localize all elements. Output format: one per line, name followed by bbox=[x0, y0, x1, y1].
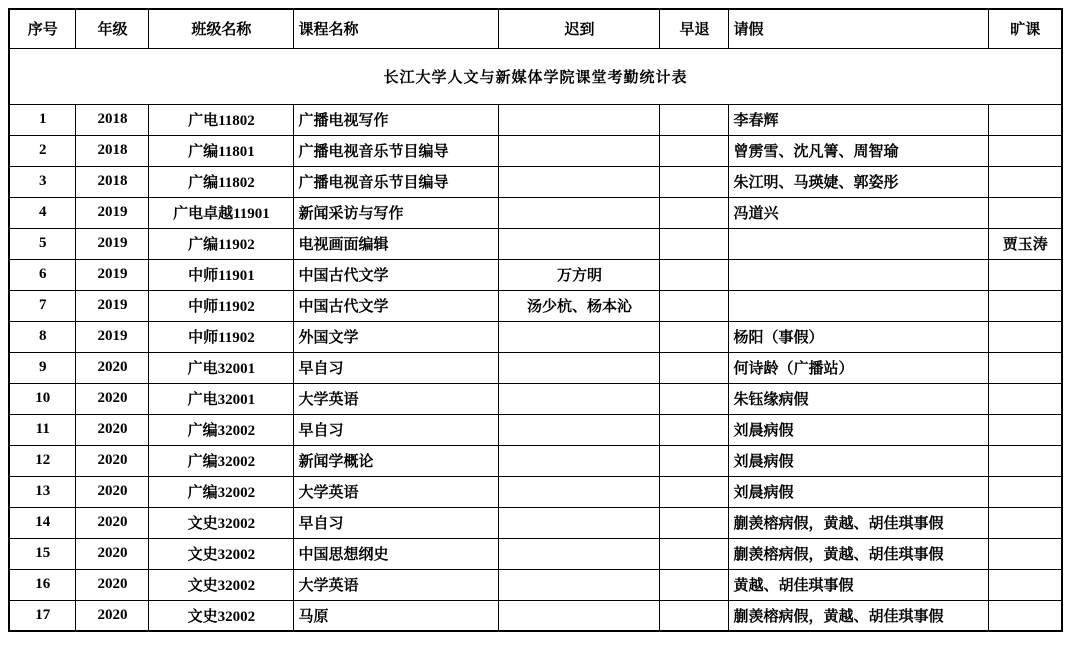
cell-course_name: 中国古代文学 bbox=[294, 290, 499, 321]
cell-leave bbox=[729, 259, 989, 290]
cell-course_name: 新闻学概论 bbox=[294, 445, 499, 476]
table-row bbox=[9, 538, 1062, 569]
col-header-course_name: 课程名称 bbox=[294, 9, 499, 48]
cell-class_name: 广编32002 bbox=[149, 476, 294, 507]
table-row bbox=[9, 507, 1062, 538]
cell-absence: 贾玉涛 bbox=[989, 228, 1062, 259]
cell-grade: 2020 bbox=[76, 414, 149, 445]
table-row bbox=[9, 166, 1062, 197]
cell-course_name: 早自习 bbox=[294, 352, 499, 383]
cell-class_name: 广电11802 bbox=[149, 104, 294, 135]
cell-class_name: 广编32002 bbox=[149, 445, 294, 476]
cell-class_name: 广电32001 bbox=[149, 383, 294, 414]
cell-leave: 朱江明、马瑛婕、郭姿彤 bbox=[729, 166, 989, 197]
table-row bbox=[9, 228, 1062, 259]
cell-leave: 刘晨病假 bbox=[729, 414, 989, 445]
cell-absence bbox=[989, 383, 1062, 414]
cell-index: 10 bbox=[9, 383, 76, 414]
cell-absence bbox=[989, 166, 1062, 197]
cell-grade: 2018 bbox=[76, 135, 149, 166]
cell-class_name: 中师11902 bbox=[149, 321, 294, 352]
cell-early_leave bbox=[660, 538, 729, 569]
cell-grade: 2018 bbox=[76, 104, 149, 135]
cell-late bbox=[499, 228, 660, 259]
cell-early_leave bbox=[660, 104, 729, 135]
cell-class_name: 广电32001 bbox=[149, 352, 294, 383]
cell-absence bbox=[989, 259, 1062, 290]
cell-late bbox=[499, 538, 660, 569]
cell-leave: 曾雳雪、沈凡箐、周智瑜 bbox=[729, 135, 989, 166]
table-row bbox=[9, 414, 1062, 445]
cell-absence bbox=[989, 600, 1062, 631]
cell-course_name: 电视画面编辑 bbox=[294, 228, 499, 259]
cell-early_leave bbox=[660, 290, 729, 321]
cell-class_name: 广编32002 bbox=[149, 414, 294, 445]
cell-absence bbox=[989, 352, 1062, 383]
cell-grade: 2019 bbox=[76, 321, 149, 352]
cell-course_name: 中国思想纲史 bbox=[294, 538, 499, 569]
cell-late bbox=[499, 383, 660, 414]
table-row bbox=[9, 445, 1062, 476]
table-row bbox=[9, 352, 1062, 383]
cell-late bbox=[499, 476, 660, 507]
cell-class_name: 中师11902 bbox=[149, 290, 294, 321]
cell-course_name: 广播电视写作 bbox=[294, 104, 499, 135]
cell-class_name: 广电卓越11901 bbox=[149, 197, 294, 228]
cell-late bbox=[499, 135, 660, 166]
table-row bbox=[9, 290, 1062, 321]
table-row bbox=[9, 383, 1062, 414]
col-header-absence: 旷课 bbox=[989, 9, 1062, 48]
cell-course_name: 大学英语 bbox=[294, 383, 499, 414]
cell-absence bbox=[989, 321, 1062, 352]
cell-early_leave bbox=[660, 321, 729, 352]
cell-course_name: 早自习 bbox=[294, 414, 499, 445]
cell-early_leave bbox=[660, 197, 729, 228]
cell-absence bbox=[989, 197, 1062, 228]
cell-grade: 2020 bbox=[76, 383, 149, 414]
cell-leave: 蒯羡榕病假，黄越、胡佳琪事假 bbox=[729, 507, 989, 538]
table-row bbox=[9, 104, 1062, 135]
cell-grade: 2020 bbox=[76, 507, 149, 538]
cell-late bbox=[499, 600, 660, 631]
cell-late bbox=[499, 414, 660, 445]
page-title: 长江大学人文与新媒体学院课堂考勤统计表 bbox=[9, 48, 1062, 104]
col-header-grade: 年级 bbox=[76, 9, 149, 48]
cell-index: 8 bbox=[9, 321, 76, 352]
col-header-class_name: 班级名称 bbox=[149, 9, 294, 48]
cell-class_name: 广编11802 bbox=[149, 166, 294, 197]
cell-index: 11 bbox=[9, 414, 76, 445]
cell-class_name: 文史32002 bbox=[149, 569, 294, 600]
cell-early_leave bbox=[660, 259, 729, 290]
cell-grade: 2019 bbox=[76, 197, 149, 228]
cell-late bbox=[499, 197, 660, 228]
cell-class_name: 文史32002 bbox=[149, 538, 294, 569]
cell-early_leave bbox=[660, 445, 729, 476]
cell-class_name: 广编11902 bbox=[149, 228, 294, 259]
cell-leave: 冯道兴 bbox=[729, 197, 989, 228]
cell-grade: 2020 bbox=[76, 569, 149, 600]
cell-course_name: 大学英语 bbox=[294, 476, 499, 507]
cell-absence bbox=[989, 104, 1062, 135]
cell-index: 15 bbox=[9, 538, 76, 569]
cell-index: 16 bbox=[9, 569, 76, 600]
cell-absence bbox=[989, 445, 1062, 476]
cell-late bbox=[499, 166, 660, 197]
cell-class_name: 文史32002 bbox=[149, 600, 294, 631]
cell-leave: 杨阳（事假） bbox=[729, 321, 989, 352]
col-header-leave: 请假 bbox=[729, 9, 989, 48]
cell-late bbox=[499, 352, 660, 383]
col-header-early_leave: 早退 bbox=[660, 9, 729, 48]
cell-index: 4 bbox=[9, 197, 76, 228]
cell-class_name: 文史32002 bbox=[149, 507, 294, 538]
cell-early_leave bbox=[660, 569, 729, 600]
cell-grade: 2020 bbox=[76, 600, 149, 631]
cell-late: 万方明 bbox=[499, 259, 660, 290]
table-row bbox=[9, 321, 1062, 352]
cell-absence bbox=[989, 476, 1062, 507]
cell-grade: 2020 bbox=[76, 352, 149, 383]
cell-index: 12 bbox=[9, 445, 76, 476]
cell-leave: 李春辉 bbox=[729, 104, 989, 135]
cell-course_name: 新闻采访与写作 bbox=[294, 197, 499, 228]
cell-early_leave bbox=[660, 476, 729, 507]
cell-grade: 2020 bbox=[76, 476, 149, 507]
cell-late bbox=[499, 104, 660, 135]
cell-index: 3 bbox=[9, 166, 76, 197]
cell-early_leave bbox=[660, 383, 729, 414]
cell-absence bbox=[989, 135, 1062, 166]
cell-late bbox=[499, 507, 660, 538]
cell-leave: 朱钰缘病假 bbox=[729, 383, 989, 414]
cell-late: 汤少杭、杨本沁 bbox=[499, 290, 660, 321]
cell-class_name: 广编11801 bbox=[149, 135, 294, 166]
cell-early_leave bbox=[660, 228, 729, 259]
cell-course_name: 广播电视音乐节目编导 bbox=[294, 166, 499, 197]
cell-index: 13 bbox=[9, 476, 76, 507]
cell-grade: 2020 bbox=[76, 445, 149, 476]
col-header-index: 序号 bbox=[9, 9, 76, 48]
cell-grade: 2019 bbox=[76, 290, 149, 321]
cell-early_leave bbox=[660, 414, 729, 445]
table-row bbox=[9, 135, 1062, 166]
cell-class_name: 中师11901 bbox=[149, 259, 294, 290]
cell-course_name: 早自习 bbox=[294, 507, 499, 538]
cell-grade: 2019 bbox=[76, 228, 149, 259]
cell-course_name: 中国古代文学 bbox=[294, 259, 499, 290]
cell-index: 14 bbox=[9, 507, 76, 538]
cell-absence bbox=[989, 414, 1062, 445]
cell-late bbox=[499, 569, 660, 600]
cell-leave bbox=[729, 228, 989, 259]
cell-index: 5 bbox=[9, 228, 76, 259]
cell-early_leave bbox=[660, 600, 729, 631]
col-header-late: 迟到 bbox=[499, 9, 660, 48]
cell-index: 2 bbox=[9, 135, 76, 166]
cell-course_name: 马原 bbox=[294, 600, 499, 631]
cell-leave: 刘晨病假 bbox=[729, 476, 989, 507]
table-row bbox=[9, 569, 1062, 600]
cell-leave: 蒯羡榕病假，黄越、胡佳琪事假 bbox=[729, 538, 989, 569]
cell-absence bbox=[989, 569, 1062, 600]
cell-index: 9 bbox=[9, 352, 76, 383]
cell-leave: 蒯羡榕病假，黄越、胡佳琪事假 bbox=[729, 600, 989, 631]
cell-late bbox=[499, 321, 660, 352]
title-row bbox=[9, 48, 1062, 104]
attendance-table bbox=[8, 8, 1063, 632]
cell-late bbox=[499, 445, 660, 476]
cell-index: 6 bbox=[9, 259, 76, 290]
cell-index: 7 bbox=[9, 290, 76, 321]
table-row bbox=[9, 600, 1062, 631]
cell-absence bbox=[989, 507, 1062, 538]
table-row bbox=[9, 259, 1062, 290]
cell-early_leave bbox=[660, 507, 729, 538]
cell-course_name: 广播电视音乐节目编导 bbox=[294, 135, 499, 166]
cell-leave bbox=[729, 290, 989, 321]
cell-grade: 2020 bbox=[76, 538, 149, 569]
cell-early_leave bbox=[660, 135, 729, 166]
cell-absence bbox=[989, 290, 1062, 321]
cell-index: 1 bbox=[9, 104, 76, 135]
table-row bbox=[9, 197, 1062, 228]
cell-early_leave bbox=[660, 352, 729, 383]
table-row bbox=[9, 476, 1062, 507]
cell-leave: 刘晨病假 bbox=[729, 445, 989, 476]
cell-leave: 黄越、胡佳琪事假 bbox=[729, 569, 989, 600]
cell-early_leave bbox=[660, 166, 729, 197]
cell-course_name: 外国文学 bbox=[294, 321, 499, 352]
cell-index: 17 bbox=[9, 600, 76, 631]
cell-grade: 2019 bbox=[76, 259, 149, 290]
table-header-row bbox=[9, 9, 1062, 48]
cell-absence bbox=[989, 538, 1062, 569]
cell-leave: 何诗龄（广播站） bbox=[729, 352, 989, 383]
cell-course_name: 大学英语 bbox=[294, 569, 499, 600]
cell-grade: 2018 bbox=[76, 166, 149, 197]
